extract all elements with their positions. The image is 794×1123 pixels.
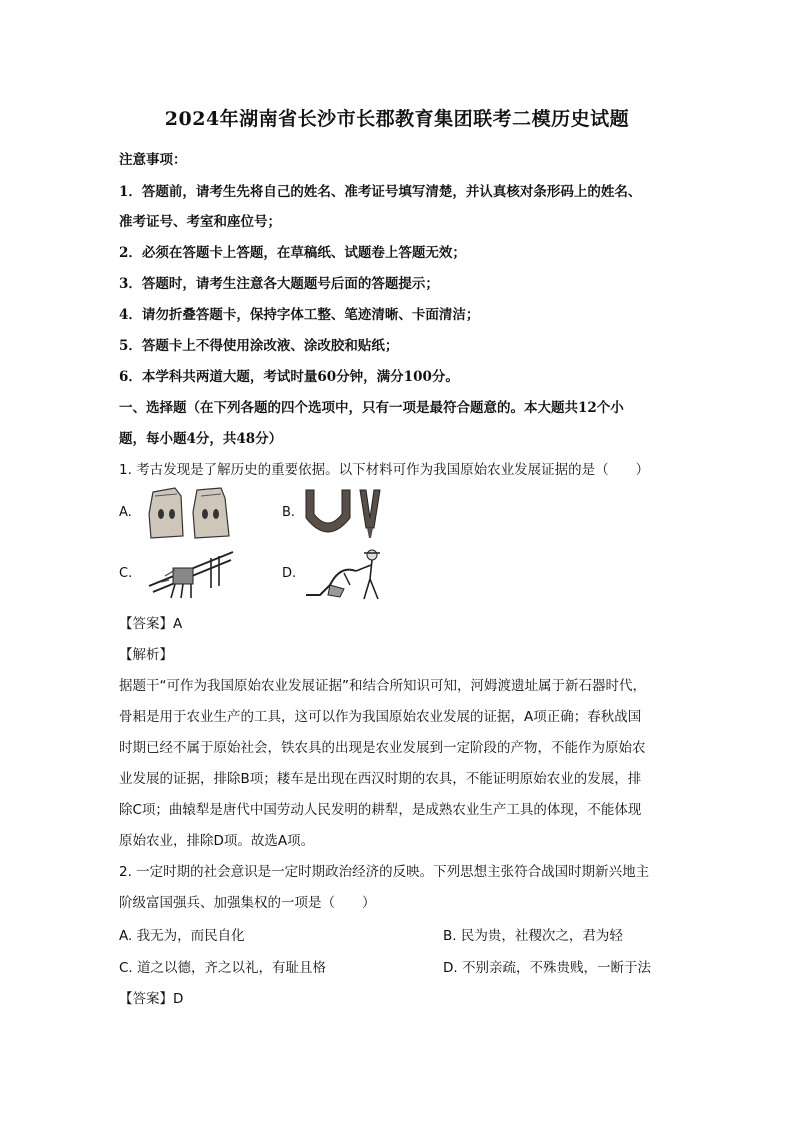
q1-analysis-line-4: 业发展的证据，排除B项；耧车是出现在西汉时期的农具，不能证明原始农业的发展，排 bbox=[119, 771, 642, 787]
notice-item-5: 5．答题卡上不得使用涂改液、涂改胶和贴纸； bbox=[119, 338, 399, 354]
q2-option-c: C. 道之以德，齐之以礼，有耻且格 bbox=[119, 960, 327, 976]
notice-item-2: 2．必须在答题卡上答题，在草稿纸、试题卷上答题无效； bbox=[119, 245, 466, 261]
q1-analysis-line-1: 据题干“可作为我国原始农业发展证据”和结合所知识可知，河姆渡遗址属于新石器时代， bbox=[119, 678, 646, 694]
notice-item-1: 1．答题前，请考生先将自己的姓名、准考证号填写清楚，并认真核对条形码上的姓名、 bbox=[119, 184, 642, 200]
q1-option-a-label: A. bbox=[119, 505, 132, 520]
q1-option-c-label: C. bbox=[119, 566, 133, 581]
q2-option-a: A. 我无为，而民自化 bbox=[119, 928, 245, 944]
bone-spade-image bbox=[145, 484, 235, 542]
q1-analysis-line-6: 原始农业，排除D项。故选A项。 bbox=[119, 833, 315, 849]
notice-item-4: 4．请勿折叠答题卡，保持字体工整、笔迹清晰、卡面清洁； bbox=[119, 307, 480, 323]
q2-answer: 【答案】D bbox=[119, 991, 184, 1007]
section-heading-line1: 一、选择题（在下列各题的四个选项中，只有一项是最符合题意的。本大题共12个小 bbox=[119, 400, 624, 416]
q2-option-d: D. 不别亲疏，不殊贵贱，一断于法 bbox=[443, 960, 651, 976]
q1-option-b-label: B. bbox=[282, 505, 296, 520]
q1-stem: 1. 考古发现是了解历史的重要依据。以下材料可作为我国原始农业发展证据的是（ ） bbox=[119, 462, 650, 478]
notice-item-6: 6．本学科共两道大题，考试时量60分钟，满分100分。 bbox=[119, 369, 459, 385]
notice-item-3: 3．答题时，请考生注意各大题题号后面的答题提示； bbox=[119, 276, 439, 292]
q1-analysis-heading: 【解析】 bbox=[119, 647, 173, 663]
notice-heading: 注意事项： bbox=[119, 152, 187, 168]
notice-item-1-cont: 准考证号、考室和座位号； bbox=[119, 214, 281, 230]
iron-tool-image bbox=[300, 484, 392, 540]
q2-option-b: B. 民为贵，社稷次之，君为轻 bbox=[443, 928, 623, 944]
q1-answer: 【答案】A bbox=[119, 616, 183, 632]
q1-option-d-label: D. bbox=[282, 566, 297, 581]
q2-stem-line1: 2. 一定时期的社会意识是一定时期政治经济的反映。下列思想主张符合战国时期新兴地主 bbox=[119, 864, 650, 880]
curved-plough-image bbox=[300, 545, 392, 603]
page-title: 2024年湖南省长沙市长郡教育集团联考二模历史试题 bbox=[164, 108, 630, 130]
q1-analysis-line-3: 时期已经不属于原始社会，铁农具的出现是农业发展到一定阶段的产物，不能作为原始农 bbox=[119, 740, 646, 756]
q1-analysis-line-5: 除C项；曲辕犁是唐代中国劳动人民发明的耕犁，是成熟农业生产工具的体现，不能体现 bbox=[119, 802, 642, 818]
q2-stem-line2: 阶级富国强兵、加强集权的一项是（ ） bbox=[119, 895, 376, 911]
q1-analysis-line-2: 骨耜是用于农业生产的工具，这可以作为我国原始农业发展的证据，A项正确；春秋战国 bbox=[119, 709, 642, 725]
section-heading-line2: 题，每小题4分，共48分） bbox=[119, 431, 283, 447]
seed-drill-image bbox=[145, 546, 237, 602]
